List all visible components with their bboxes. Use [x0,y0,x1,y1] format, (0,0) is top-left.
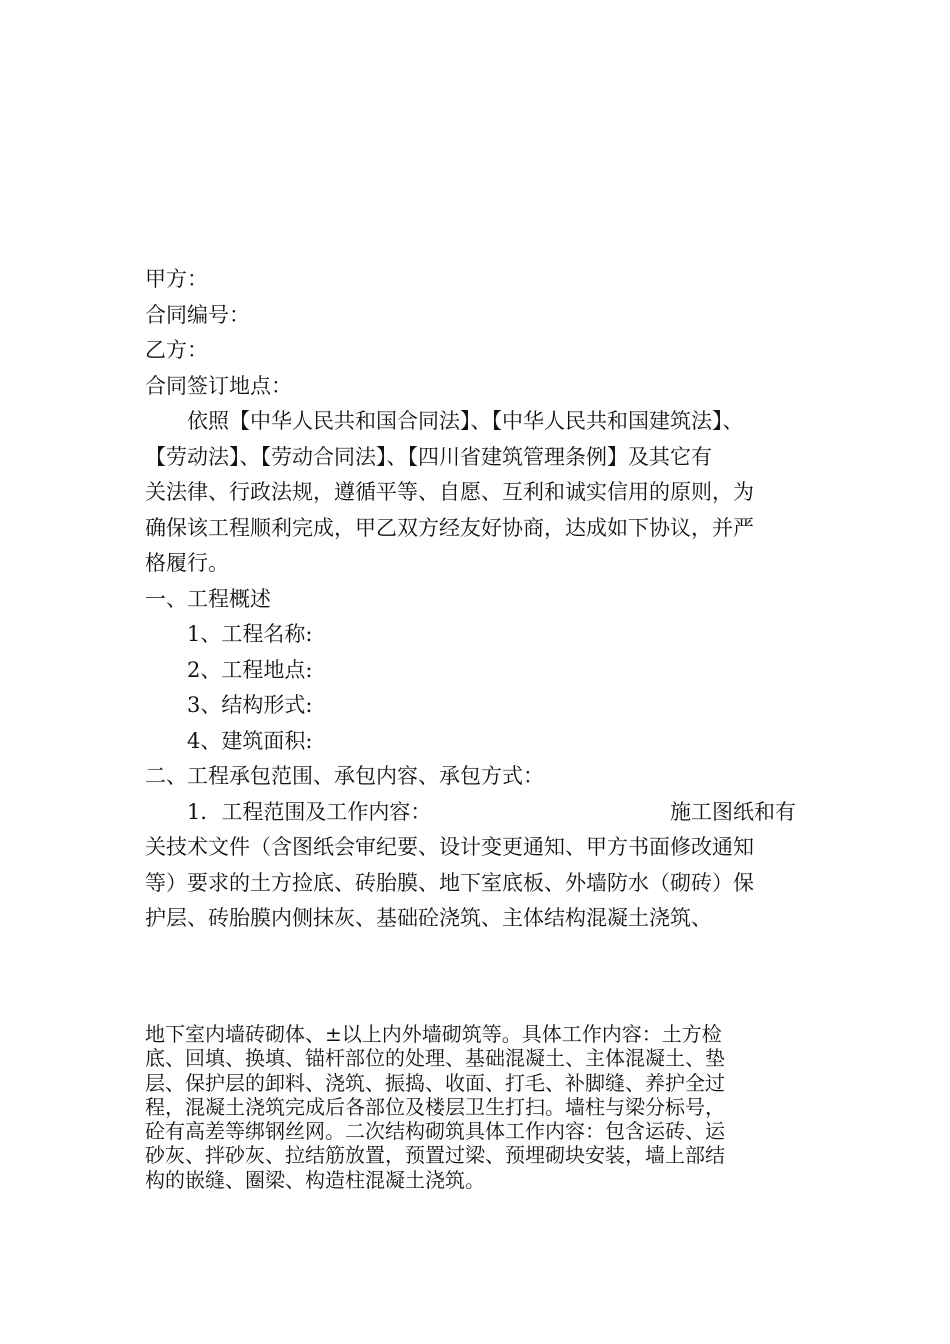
party-a-label: 甲方： [145,267,208,291]
continuation-line: 底、回填、换填、锚杆部位的处理、基础混凝土、主体混凝土、垫 [145,1046,725,1071]
scope-label: 1．工程范围及工作内容： [187,799,432,824]
preamble-line: 依照【中华人民共和国合同法】、【中华人民共和国建筑法】、 [187,409,744,433]
scope-line: 等）要求的土方捡底、砖胎膜、地下室底板、外墙防水（砌砖）保 [145,870,754,895]
preamble-line: 确保该工程顺利完成，甲乙双方经友好协商，达成如下协议，并严 [145,515,754,540]
continuation-line: 程，混凝土浇筑完成后各部位及楼层卫生打扫。墙柱与梁分标号， [145,1094,725,1119]
contract-main-text [145,262,825,937]
project-name-item: 1、工程名称: [187,622,313,646]
scope-line: 护层、砖胎膜内侧抹灰、基础砼浇筑、主体结构混凝土浇筑、 [145,906,712,930]
party-b-label: 乙方： [145,338,208,362]
continuation-line: 构的嵌缝、圈梁、构造柱混凝土浇筑。 [145,1167,485,1192]
scope-text-start: 施工图纸和有 [670,799,796,824]
project-location-item: 2、工程地点: [187,657,313,682]
continuation-line: 地下室内墙砖砌体、±以上内外墙砌筑等。具体工作内容：土方检 [145,1022,722,1046]
continuation-line: 砼有高差等绑钢丝网。二次结构砌筑具体工作内容：包含运砖、运 [145,1119,725,1144]
continuation-paragraph [145,1022,825,1192]
scope-heading-line [145,795,825,831]
continuation-line: 层、保护层的卸料、浇筑、振捣、收面、打毛、补脚缝、养护全过 [145,1070,725,1095]
preamble-line: 格履行。 [145,551,229,575]
continuation-line: 砂灰、拌砂灰、拉结筋放置，预置过梁、预埋砌块安装，墙上部结 [145,1143,725,1168]
signing-place-label: 合同签订地点： [145,373,292,398]
preamble-line: 关法律、行政法规，遵循平等、自愿、互利和诚实信用的原则，为 [145,480,754,504]
section-2-heading: 二、工程承包范围、承包内容、承包方式： [145,764,544,788]
scope-line: 关技术文件（含图纸会审纪要、设计变更通知、甲方书面修改通知 [145,835,754,859]
preamble-line: 【劳动法】、【劳动合同法】、【四川省建筑管理条例】及其它有 [145,444,712,469]
building-area-item: 4、建筑面积: [187,728,313,753]
contract-number-label: 合同编号： [145,302,250,327]
section-1-heading: 一、工程概述 [145,586,271,611]
structure-type-item: 3、结构形式: [187,693,313,717]
